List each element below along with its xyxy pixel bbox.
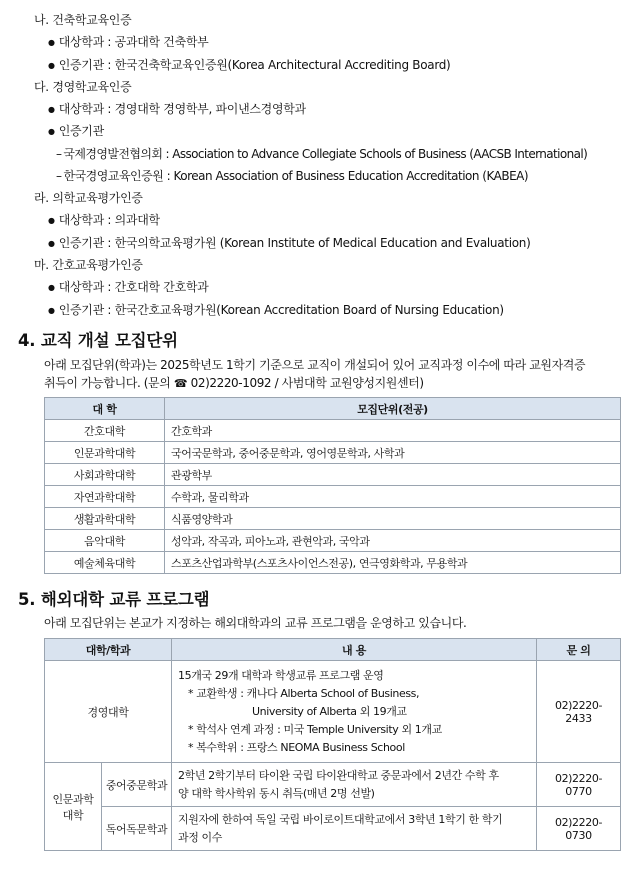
section4-title: 4. 교직 개설 모집단위 (18, 331, 178, 350)
col-major: 모집단위(전공) (165, 398, 621, 420)
section5-title: 5. 해외대학 교류 프로그램 (18, 590, 210, 609)
chinese-content-line: 양 대학 학사학위 동시 취득(매년 2명 선발) (178, 786, 375, 800)
german-content-line: 과정 이수 (178, 830, 223, 844)
cell-college: 간호대학 (45, 420, 165, 442)
table-row (45, 661, 621, 763)
col-college-dept: 대학/학과 (45, 639, 172, 661)
nurse-dept: ● 대상학과 : 간호대학 간호학과 (48, 279, 208, 296)
phone-icon: ☎ (173, 377, 188, 390)
cell-chinese-content (172, 763, 537, 807)
cell-major: 간호학과 (165, 420, 621, 442)
table-row (45, 486, 621, 508)
cell-major: 관광학부 (165, 464, 621, 486)
cell-biz-college: 경영대학 (45, 661, 172, 763)
biz-heading: 다. 경영학교육인증 (34, 80, 132, 94)
section4-desc-pre: 취득이 가능합니다. (문의 (44, 376, 174, 390)
cell-biz-content (172, 661, 537, 763)
cell-college: 생활과학대학 (45, 508, 165, 530)
table-header-row (45, 639, 621, 661)
german-content-line: 지원자에 한하여 독일 국립 바이로이트대학교에서 3학년 1학기 한 학기 (178, 812, 503, 826)
cell-college: 자연과학대학 (45, 486, 165, 508)
cell-college: 인문과학대학 (45, 442, 165, 464)
cell-major: 스포츠산업과학부(스포츠사이언스전공), 연극영화학과, 무용학과 (165, 552, 621, 574)
section4-desc-line2 (44, 374, 629, 393)
nurse-org: ● 인증기관 : 한국간호교육평가원(Korean Accreditation Board of Nursing Education) (48, 302, 504, 319)
cell-major: 식품영양학과 (165, 508, 621, 530)
cell-college: 예술체육대학 (45, 552, 165, 574)
exchange-program-table (44, 638, 621, 851)
table-row (45, 464, 621, 486)
cell-chinese-dept: 중어중문학과 (102, 763, 172, 807)
biz-dept: ● 대상학과 : 경영대학 경영학부, 파이낸스경영학과 (48, 101, 306, 118)
biz-org-label: ● 인증기관 (48, 123, 104, 140)
arch-org: ● 인증기관 : 한국건축학교육인증원(Korea Architectural Accrediting Board) (48, 57, 450, 74)
biz-org-kabea: – 한국경영교육인증원 : Korean Association of Business Education Accreditation (KABEA) (56, 168, 528, 184)
nurse-heading: 마. 간호교육평가인증 (34, 258, 143, 272)
col-contact: 문 의 (537, 639, 621, 661)
biz-content-line: 15개국 29개 대학과 학생교류 프로그램 운영 (178, 668, 384, 682)
col-college: 대 학 (45, 398, 165, 420)
cell-major: 수학과, 물리학과 (165, 486, 621, 508)
table-row (45, 508, 621, 530)
section5-desc: 아래 모집단위는 본교가 지정하는 해외대학과의 교류 프로그램을 운영하고 있습니다. (44, 616, 467, 630)
table-row (45, 530, 621, 552)
table-row (45, 442, 621, 464)
cell-college: 음악대학 (45, 530, 165, 552)
section4-desc-line1: 아래 모집단위(학과)는 2025학년도 1학기 기준으로 교직이 개설되어 있어 교직과정 이수에 따라 교원자격증 (44, 358, 586, 372)
hum-college-line: 인문과학 (52, 792, 94, 806)
biz-content-line: * 복수학위 : 프랑스 NEOMA Business School (188, 740, 405, 754)
section4-desc-post: 02)2220-1092 / 사범대학 교원양성지원센터) (187, 376, 424, 390)
biz-content-line: * 교환학생 : 캐나다 Alberta School of Business, (188, 686, 420, 700)
arch-heading: 나. 건축학교육인증 (34, 13, 132, 27)
table-row (45, 763, 621, 807)
cell-german-content (172, 807, 537, 851)
chinese-content-line: 2학년 2학기부터 타이완 국립 타이완대학교 중문과에서 2년간 수학 후 (178, 768, 499, 782)
cell-major: 국어국문학과, 중어중문학과, 영어영문학과, 사학과 (165, 442, 621, 464)
table-row (45, 420, 621, 442)
teaching-course-table (44, 397, 621, 574)
table-row (45, 552, 621, 574)
cell-college: 사회과학대학 (45, 464, 165, 486)
arch-dept: ● 대상학과 : 공과대학 건축학부 (48, 34, 208, 51)
cell-german-dept: 독어독문학과 (102, 807, 172, 851)
biz-content-line: * 학석사 연계 과정 : 미국 Temple University 외 1개교 (188, 722, 442, 736)
section4-desc (44, 356, 629, 393)
med-org: ● 인증기관 : 한국의학교육평가원 (Korean Institute of Medical Education and Evaluation) (48, 235, 530, 252)
med-heading: 라. 의학교육평가인증 (34, 191, 143, 205)
col-content: 내 용 (172, 639, 537, 661)
biz-content-line: University of Alberta 외 19개교 (252, 704, 407, 718)
cell-biz-contact: 02)2220-2433 (537, 661, 621, 763)
med-dept: ● 대상학과 : 의과대학 (48, 212, 160, 229)
cell-hum-college (45, 763, 102, 851)
table-header-row (45, 398, 621, 420)
cell-german-contact: 02)2220-0730 (537, 807, 621, 851)
hum-college-line: 대학 (62, 808, 84, 822)
table-row (45, 807, 621, 851)
biz-org-aacsb: – 국제경영발전협의회 : Association to Advance Collegiate Schools of Business (AACSB International) (56, 146, 587, 162)
cell-chinese-contact: 02)2220-0770 (537, 763, 621, 807)
cell-major: 성악과, 작곡과, 피아노과, 관현악과, 국악과 (165, 530, 621, 552)
